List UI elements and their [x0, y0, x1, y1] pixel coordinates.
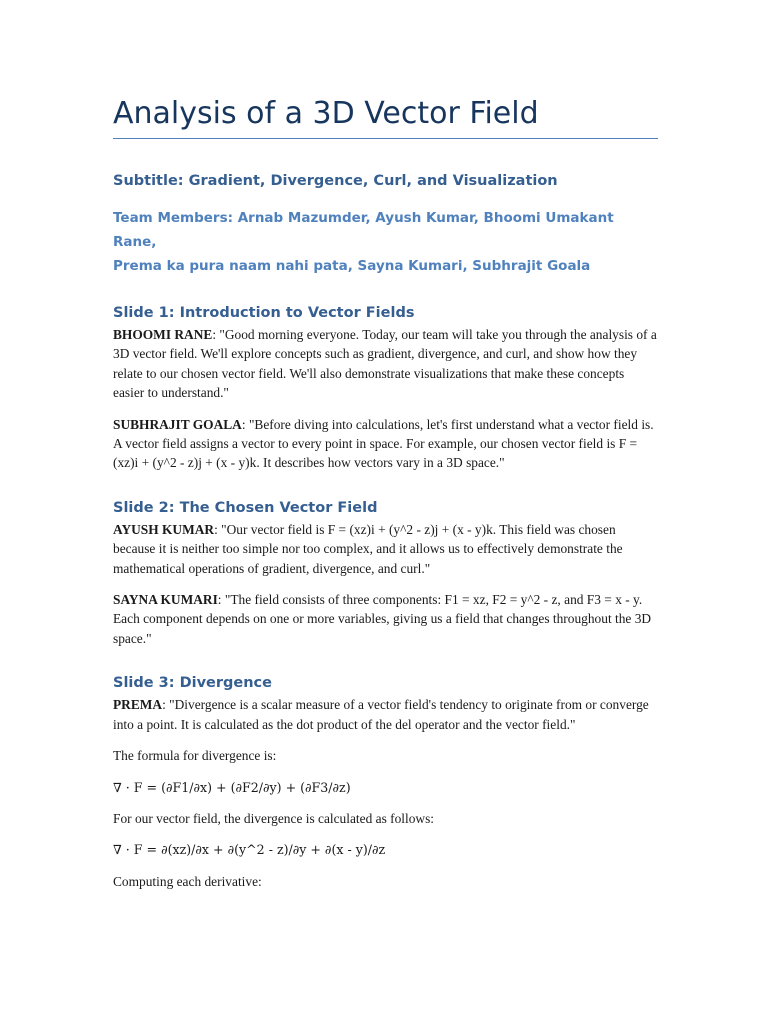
slide-2-paragraph-1: AYUSH KUMAR: "Our vector field is F = (xz)i + (y^2 - z)j + (x - y)k. This field was chosen because it is neither too simple nor too complex, and it allows us to effectively demonstrate the mathematical operations of gradient, divergence, and curl.": [113, 521, 623, 576]
team-line-1: Team Members: Arnab Mazumder, Ayush Kumar, Bhoomi Umakant Rane,: [113, 210, 614, 250]
slide-1-heading: Slide 1: Introduction to Vector Fields: [113, 305, 415, 321]
speaker-name: SAYNA KUMARI: [113, 592, 218, 608]
divergence-calc-formula: ∇ · F = ∂(xz)/∂x + ∂(y^2 - z)/∂y + ∂(x - y)/∂z: [113, 842, 386, 858]
speaker-quote: "The field consists of three components: F1 = xz, F2 = y^2 - z, and F3 = x - y. Each component depends on one or more variables, giving us a field that changes throughout the 3D space.": [113, 592, 652, 646]
divergence-formula: ∇ · F = (∂F1/∂x) + (∂F2/∂y) + (∂F3/∂z): [113, 779, 351, 795]
slide-3-heading: Slide 3: Divergence: [113, 675, 272, 692]
team-line-2: Prema ka pura naam nahi pata, Sayna Kumari, Subhrajit Goala: [113, 258, 591, 274]
document-title: Analysis of a 3D Vector Field: [113, 96, 539, 131]
speaker-name: AYUSH KUMAR: [113, 521, 215, 537]
team-members: [113, 206, 658, 278]
divergence-intro-line: The formula for divergence is:: [113, 748, 277, 764]
speaker-quote: "Our vector field is F = (xz)i + (y^2 - z)j + (x - y)k. This field was chosen because it is neither too simple nor too complex, and it allows us to effectively demonstrate the mathematical operations of gradient, divergence, and curl.": [113, 521, 623, 576]
slide-1-paragraph-2: SUBHRAJIT GOALA: "Before diving into calculations, let's first understand what a vector field is. A vector field assigns a vector to every point in space. For example, our chosen vector field is F = (xz)i + (y^2 - z)j + (x - y)k. It describes how vectors vary in a 3D space.": [113, 416, 654, 471]
document-subtitle: Subtitle: Gradient, Divergence, Curl, and Visualization: [113, 173, 558, 189]
speaker-name: BHOOMI RANE: [113, 327, 213, 342]
divergence-calc-intro: For our vector field, the divergence is calculated as follows:: [113, 810, 435, 826]
speaker-name: PREMA: [113, 697, 163, 713]
slide-2-heading: Slide 2: The Chosen Vector Field: [113, 499, 378, 516]
title-divider: [113, 138, 658, 139]
speaker-quote: "Divergence is a scalar measure of a vector field's tendency to originate from or converge into a point. It is calculated as the dot product of the del operator and the vector field.": [113, 697, 649, 732]
speaker-quote: "Before diving into calculations, let's first understand what a vector field is. A vector field assigns a vector to every point in space. For example, our chosen vector field is F = (xz)i + (y^2 - z)j + (x - y)k. It describes how vectors vary in a 3D space.": [113, 416, 654, 471]
slide-1-paragraph-1: BHOOMI RANE: "Good morning everyone. Today, our team will take you through the analysis of a 3D vector field. We'll explore concepts such as gradient, divergence, and curl, and show how they relate to our chosen vector field. We'll also demonstrate visualizations that make these concepts easier to understand.": [113, 327, 657, 401]
slide-2-paragraph-2: SAYNA KUMARI: "The field consists of three components: F1 = xz, F2 = y^2 - z, and F3 = x - y. Each component depends on one or more variables, giving us a field that changes throughout the 3D space.": [113, 592, 652, 646]
document-body: [113, 94, 658, 891]
speaker-quote: "Good morning everyone. Today, our team will take you through the analysis of a 3D vector field. We'll explore concepts such as gradient, divergence, and curl, and show how they relate to our chosen vector field. We'll also demonstrate visualizations that make these concepts easier to understand.": [113, 327, 657, 401]
slide-3-paragraph-1: PREMA: "Divergence is a scalar measure of a vector field's tendency to originate from or converge into a point. It is calculated as the dot product of the del operator and the vector field.": [113, 697, 649, 732]
speaker-name: SUBHRAJIT GOALA: [113, 416, 242, 432]
derivative-intro-line: Computing each derivative:: [113, 873, 262, 889]
